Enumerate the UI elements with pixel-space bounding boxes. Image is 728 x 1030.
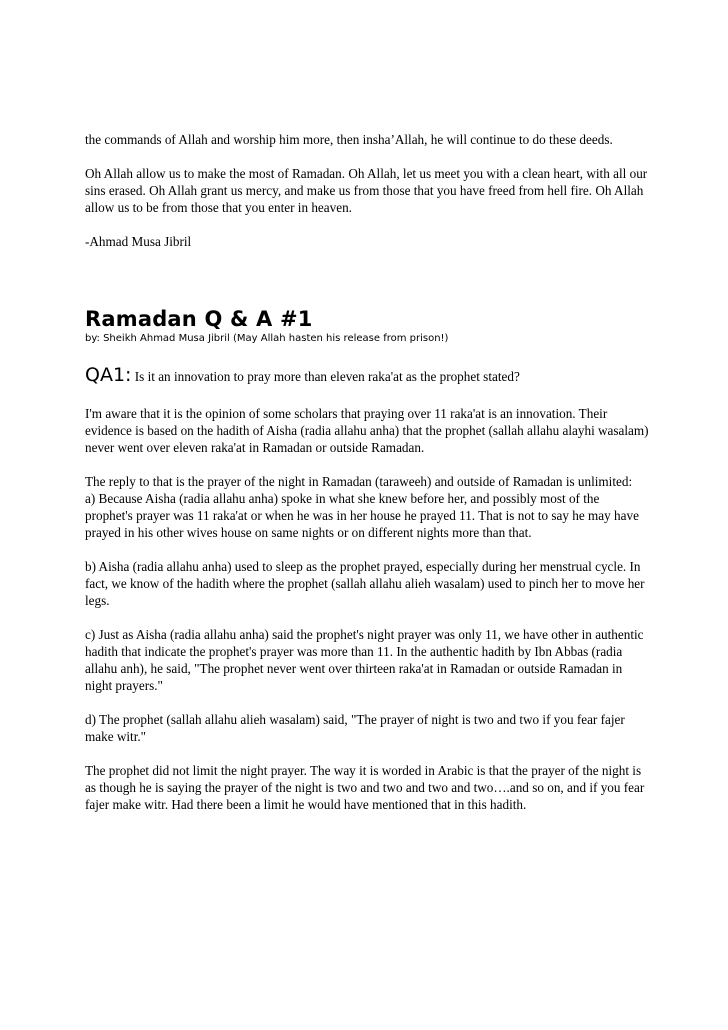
- qa-question: Is it an innovation to pray more than eleven raka'at as the prophet stated?: [131, 369, 520, 384]
- intro-paragraph-1: the commands of Allah and worship him more, then insha’Allah, he will continue to do these deeds.: [85, 132, 613, 147]
- qa-label: QA1:: [85, 364, 132, 386]
- body-paragraph-conclusion: The prophet did not limit the night prayer. The way it is worded in Arabic is that the prayer of the night is as though he is saying the prayer of the night is two and two and two and two….and so on, and if you fear fajer make witr. Had there been a limit he would have mentioned that in this hadith.: [85, 763, 645, 812]
- article-byline: by: Sheikh Ahmad Musa Jibril (May Allah hasten his release from prison!): [85, 333, 449, 344]
- body-paragraph-point-a: a) Because Aisha (radia allahu anha) spoke in what she knew before her, and possibly most of the prophet's prayer was 11 raka'at or when he was in her house he prayed 11. That is not to say he may have prayed in his other wives house on same nights or on different nights more than that.: [85, 491, 639, 540]
- signature: -Ahmad Musa Jibril: [85, 234, 192, 249]
- body-paragraph-evidence: I'm aware that it is the opinion of some scholars that praying over 11 raka'at is an innovation. Their evidence is based on the hadith of Aisha (radia allahu anha) that the prophet (sallah allahu alayhi wasalam) never went over eleven raka'at in Ramadan or outside Ramadan.: [85, 406, 649, 455]
- body-paragraph-point-d: d) The prophet (sallah allahu alieh wasalam) said, "The prayer of night is two and two if you fear fajer make witr.": [85, 712, 625, 744]
- body-paragraph-reply: The reply to that is the prayer of the night in Ramadan (taraweeh) and outside of Ramadan is unlimited:: [85, 474, 633, 489]
- body-paragraph-point-c: c) Just as Aisha (radia allahu anha) said the prophet's night prayer was only 11, we have other in authentic hadith that indicate the prophet's prayer was more than 11. In the authentic hadith by Ibn Abbas (radia allahu anh), he said, "The prophet never went over thirteen raka'at in Ramadan or outside Ramadan in night prayers.": [85, 627, 644, 693]
- body-paragraph-point-b: b) Aisha (radia allahu anha) used to sleep as the prophet prayed, especially during her menstrual cycle. In fact, we know of the hadith where the prophet (sallah allahu alieh wasalam) used to pinch her to move her legs.: [85, 559, 645, 608]
- qa-heading: [85, 364, 650, 388]
- document-page: [85, 131, 650, 830]
- article-title: Ramadan Q & A #1: [85, 307, 313, 331]
- intro-paragraph-2: Oh Allah allow us to make the most of Ramadan. Oh Allah, let us meet you with a clean heart, with all our sins erased. Oh Allah grant us mercy, and make us from those that you have freed from hell fire. Oh Allah allow us to be from those that you enter in heaven.: [85, 166, 648, 215]
